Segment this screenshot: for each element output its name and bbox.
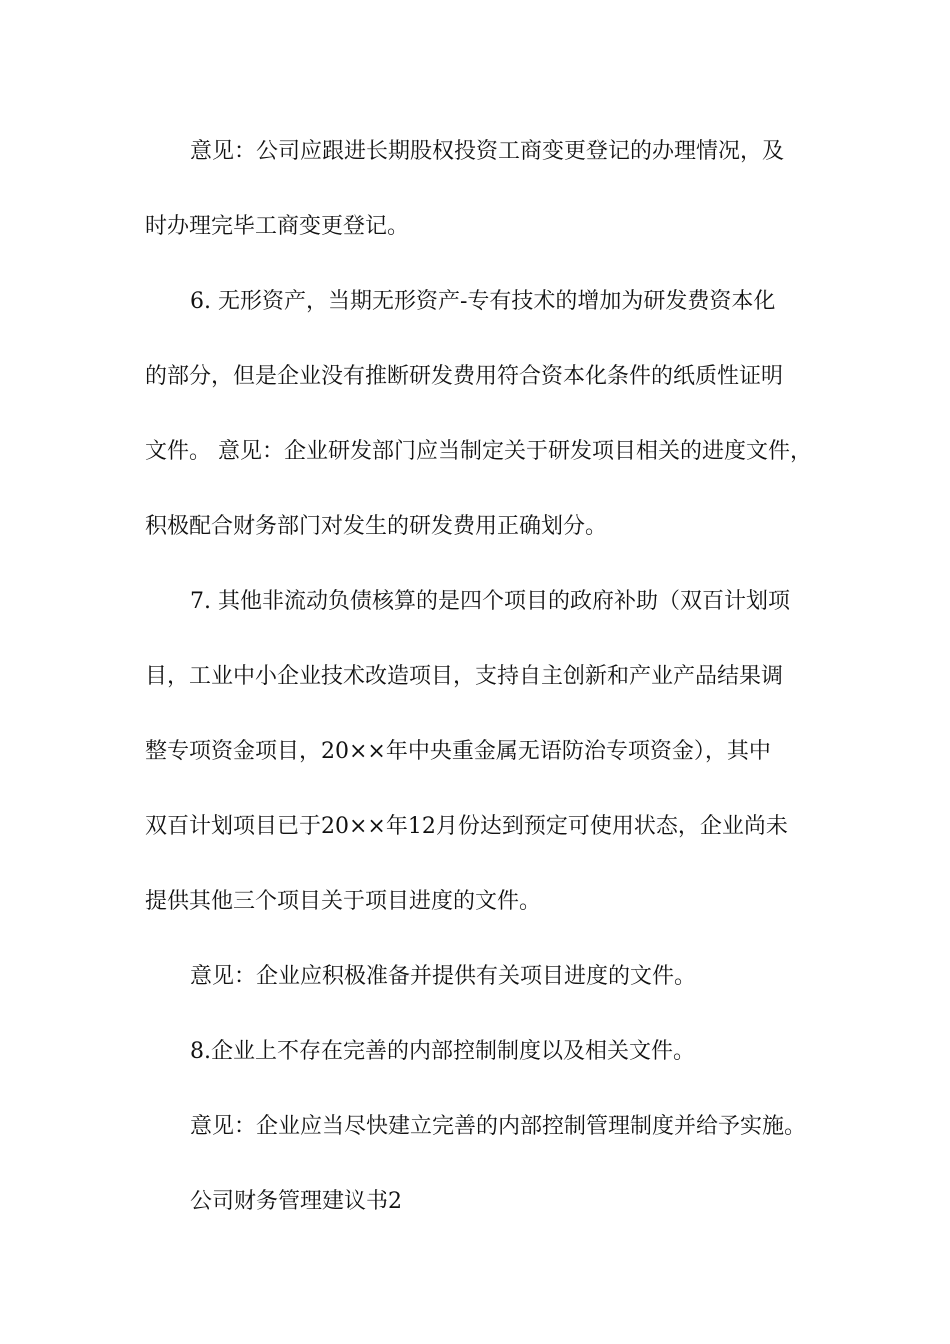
paragraph-line: 积极配合财务部门对发生的研发费用正确划分。 [145,514,608,539]
paragraph-line-opinion-equity: 意见：公司应跟进长期股权投资工商变更登记的办理情况，及 [190,139,785,164]
paragraph-line-item-6: 6. 无形资产，当期无形资产-专有技术的增加为研发费资本化 [190,289,776,314]
paragraph-line: 的部分，但是企业没有推断研发费用符合资本化条件的纸质性证明 [145,364,784,389]
paragraph-line-item-7: 7. 其他非流动负债核算的是四个项目的政府补助（双百计划项 [190,589,790,614]
section-heading: 公司财务管理建议书2 [190,1189,402,1214]
paragraph-line-opinion-control: 意见：企业应当尽快建立完善的内部控制管理制度并给予实施。 [190,1114,807,1139]
paragraph-line: 整专项资金项目，20××年中央重金属无语防治专项资金），其中 [145,739,771,764]
paragraph-line: 目，工业中小企业技术改造项目，支持自主创新和产业产品结果调 [145,664,784,689]
paragraph-line: 时办理完毕工商变更登记。 [145,214,410,239]
paragraph-line-opinion-progress: 意见：企业应积极准备并提供有关项目进度的文件。 [190,964,697,989]
paragraph-line: 文件。 意见：企业研发部门应当制定关于研发项目相关的进度文件， [145,439,812,464]
paragraph-line: 双百计划项目已于20××年12月份达到预定可使用状态，企业尚未 [145,814,788,839]
paragraph-line-item-8: 8.企业上不存在完善的内部控制制度以及相关文件。 [190,1039,695,1064]
paragraph-line: 提供其他三个项目关于项目进度的文件。 [145,889,542,914]
